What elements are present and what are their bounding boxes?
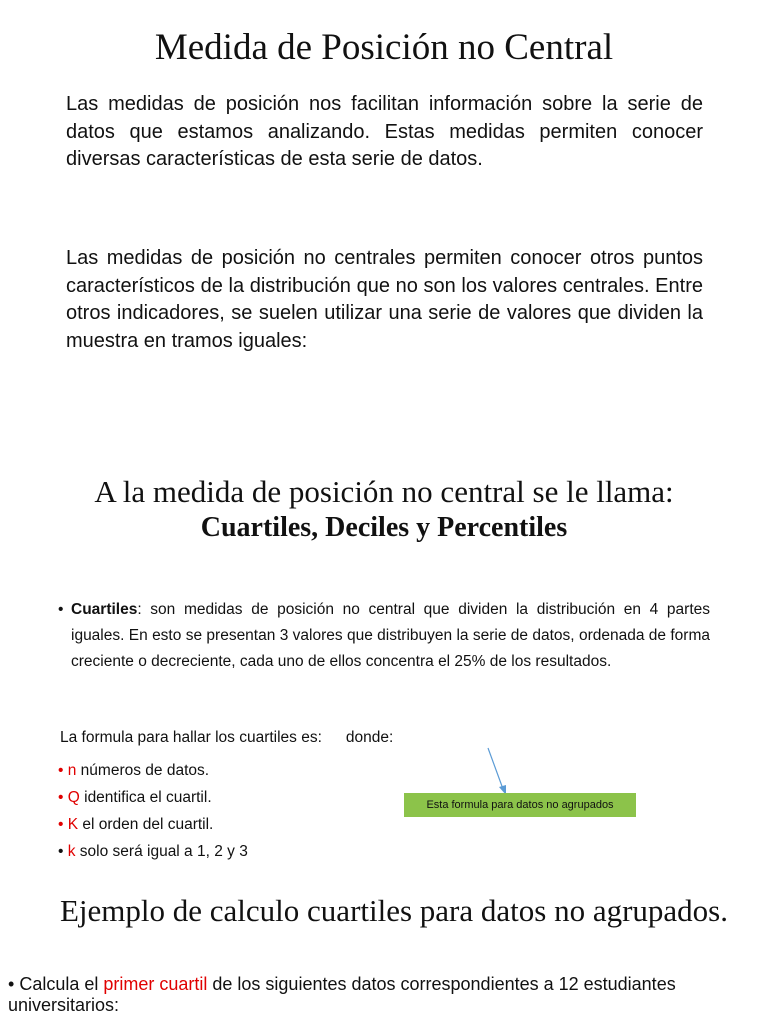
instruction-start: Calcula el — [14, 974, 104, 994]
variable-symbol: K — [67, 816, 79, 833]
cuartiles-text — [58, 597, 710, 675]
bullet: • — [58, 601, 64, 618]
variable-symbol: Q — [67, 789, 80, 806]
variable-symbol: k — [67, 843, 76, 860]
section-heading — [0, 474, 768, 546]
formula-intro-text: La formula para hallar los cuartiles es: — [60, 729, 322, 746]
formula-intro — [60, 729, 393, 747]
exercise-instruction — [8, 974, 763, 1016]
intro-paragraph: Las medidas de posición nos facilitan información sobre la serie de datos que estamos analizando. Estas medidas permiten conocer diversas características de esta serie de datos. — [66, 93, 703, 170]
bullet: • — [58, 762, 64, 779]
list-item — [58, 811, 248, 838]
section-heading-line1: A la medida de posición no central se le llama: — [94, 474, 674, 509]
cuartiles-definition — [58, 597, 710, 675]
formula-note: Esta formula para datos no agrupados — [404, 793, 636, 817]
list-item — [58, 838, 248, 865]
cuartiles-term: Cuartiles — [71, 601, 138, 618]
list-item — [58, 784, 248, 811]
bullet: • — [8, 974, 15, 994]
variables-list — [58, 757, 248, 865]
bullet: • — [58, 816, 64, 833]
variable-description: identifica el cuartil. — [79, 789, 212, 806]
instruction-highlight: primer cuartil — [103, 974, 208, 994]
bullet: • — [58, 843, 64, 860]
section-heading-line2: Cuartiles, Deciles y Percentiles — [200, 512, 568, 543]
cuartiles-description: : son medidas de posición no central que dividen la distribución en 4 partes iguales. En esto se presentan 3 valores que distribuyen la serie de datos, ordenada de forma creciente o decreciente, cada uno de ellos concentra el 25% de los resultados. — [71, 601, 710, 670]
variable-description: solo será igual a 1, 2 y 3 — [75, 843, 248, 860]
arrow-icon — [480, 745, 520, 797]
list-item — [58, 757, 248, 784]
variable-symbol: n — [67, 762, 77, 779]
bullet: • — [58, 789, 64, 806]
non-central-paragraph: Las medidas de posición no centrales permiten conocer otros puntos característicos de la distribución que no son los valores centrales. Entre otros indicadores, se suelen utilizar una serie de valores que dividen la muestra en tramos iguales: — [66, 247, 703, 352]
variable-description: números de datos. — [76, 762, 210, 779]
instruction-end: de los siguientes datos correspondientes a 12 estudiantes universitarios: — [8, 974, 676, 1015]
variable-description: el orden del cuartil. — [78, 816, 214, 833]
donde-label: donde: — [345, 729, 394, 746]
page-title: Medida de Posición no Central — [154, 27, 614, 68]
example-heading: Ejemplo de calculo cuartiles para datos no agrupados. — [60, 893, 728, 928]
